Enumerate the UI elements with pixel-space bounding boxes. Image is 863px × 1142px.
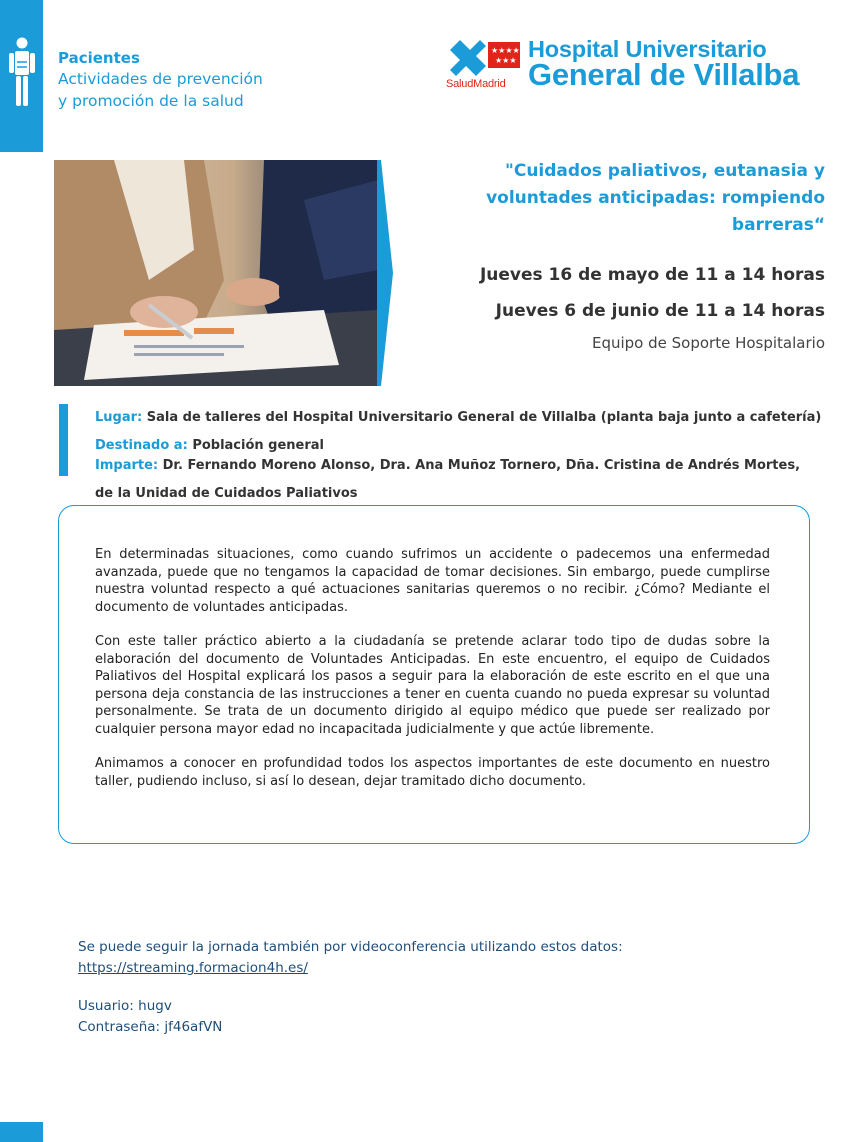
description-paragraph-2: Con este taller práctico abierto a la ciudadanía se pretende aclarar todo tipo de dudas sobre la elaboración del documento de Voluntades Anticipadas. En este encuentro, el equipo de Cuidados Paliativos del Hospital explicará los pasos a seguir para la elaboración de este escrito en el que una persona deja constancia de las instrucciones a tener en cuenta cuando no pueda expresar su voluntad personalmente. Se trata de un documento dirigido al equipo médico que puede ser realizado por cualquier persona mayor edad no incapacitada judicialmente y que actúe libremente. [95, 634, 770, 737]
event-dates [480, 257, 825, 329]
info-accent-bar [59, 404, 68, 476]
speakers-unit: de la Unidad de Cuidados Paliativos [95, 486, 358, 501]
description-paragraph-3: Animamos a conocer en profundidad todos los aspectos importantes de este documento en nuestro taller, pudiendo incluso, si así lo desean, dejar tramitado dicho documento. [95, 756, 770, 789]
description-text [95, 546, 770, 790]
hospital-name-line2: General de Villalba [528, 57, 800, 92]
hospital-logo [446, 38, 832, 96]
category-title: Pacientes [58, 49, 140, 67]
category-label [58, 48, 263, 112]
consultation-photo [54, 160, 378, 386]
svg-text:★★★★: ★★★★ [491, 46, 520, 55]
location-value: Sala de talleres del Hospital Universitario General de Villalba (planta baja junto a cafetería) [146, 410, 822, 425]
salud-madrid-text: SaludMadrid [446, 78, 506, 90]
event-date-2: Jueves 6 de junio de 11 a 14 horas [495, 301, 825, 321]
speakers-value: Dr. Fernando Moreno Alonso, Dra. Ana Muñoz Tornero, Dña. Cristina de Andrés Mortes, [162, 458, 801, 473]
event-title: "Cuidados paliativos, eutanasia y voluntades anticipadas: rompiendo barreras“ [486, 161, 825, 235]
streaming-password: Contraseña: jf46afVN [78, 1019, 223, 1035]
category-subtitle-line1: Actividades de prevención [58, 70, 263, 88]
streaming-link[interactable]: https://streaming.formacion4h.es/ [78, 960, 308, 976]
patient-icon [7, 36, 37, 108]
category-subtitle-line2: y promoción de la salud [58, 92, 244, 110]
category-side-tab [0, 0, 43, 152]
description-paragraph-1: En determinadas situaciones, como cuando sufrimos un accidente o padecemos una enfermedad avanzada, puede que no tengamos la capacidad de tomar decisiones. Sin embargo, puede cumplirse nuestra voluntad respecto a qué actuaciones sanitarias queremos o no recibir. ¿Cómo? Mediante el documento de voluntades anticipadas. [95, 547, 770, 615]
streaming-intro: Se puede seguir la jornada también por videoconferencia utilizando estos datos: [78, 939, 623, 955]
organizing-team: Equipo de Soporte Hospitalario [591, 334, 825, 352]
speakers-label: Imparte: [95, 458, 159, 473]
event-date-1: Jueves 16 de mayo de 11 a 14 horas [479, 265, 825, 285]
event-info [95, 408, 821, 504]
location-row [95, 408, 821, 428]
bottom-tab-accent [0, 1122, 43, 1142]
photo-arrow-accent [377, 160, 393, 386]
audience-row [95, 436, 821, 456]
audience-label: Destinado a: [95, 438, 188, 453]
location-label: Lugar: [95, 410, 143, 425]
streaming-info [78, 937, 623, 1038]
speakers-row [95, 456, 821, 476]
hospital-name-line1: Hospital Universitario [528, 36, 767, 62]
streaming-user: Usuario: hugv [78, 998, 172, 1014]
svg-text:★★★: ★★★ [495, 56, 517, 65]
audience-value: Población general [192, 438, 325, 453]
